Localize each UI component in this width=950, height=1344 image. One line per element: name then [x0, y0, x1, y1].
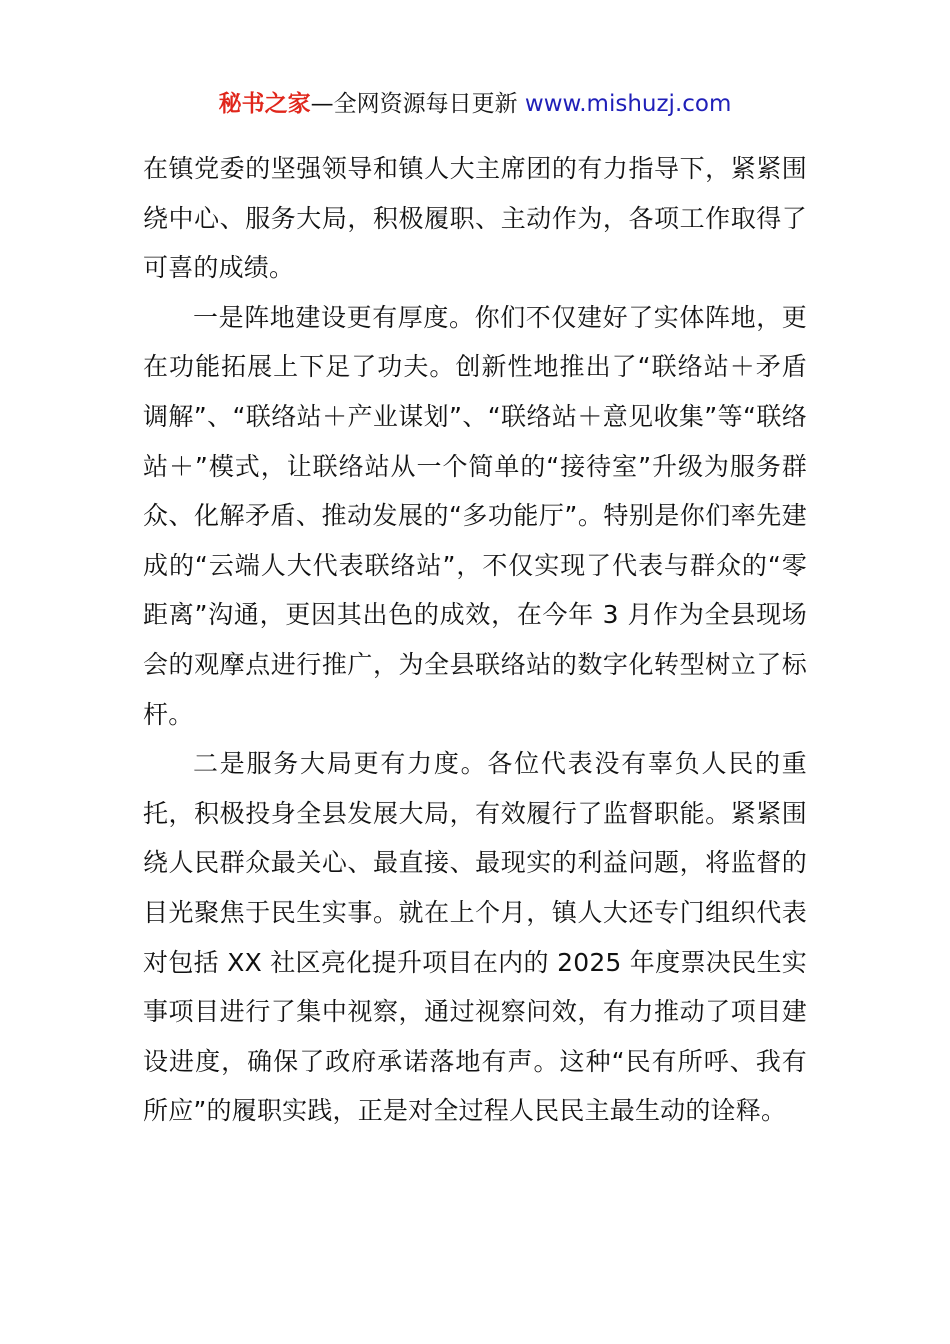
- header-url-link[interactable]: www.mishuzj.com: [524, 91, 732, 117]
- header-tagline: —全网资源每日更新: [310, 91, 525, 117]
- paragraph-position-building: 一是阵地建设更有厚度。你们不仅建好了实体阵地，更在功能拓展上下足了功夫。创新性地推出了“联络站＋矛盾调解”、“联络站＋产业谋划”、“联络站＋意见收集”等“联络站＋”模式，让联络站从一个简单的“接待室”升级为服务群众、化解矛盾、推动发展的“多功能厅”。特别是你们率先建成的“云端人大代表联络站”，不仅实现了代表与群众的“零距离”沟通，更因其出色的成效，在今年 3 月作为全县现场会的观摩点进行推广，为全县联络站的数字化转型树立了标杆。: [143, 302, 807, 729]
- page-header: [0, 86, 950, 122]
- document-body: [143, 144, 807, 1136]
- paragraph-serving-overall: 二是服务大局更有力度。各位代表没有辜负人民的重托，积极投身全县发展大局，有效履行了监督职能。紧紧围绕人民群众最关心、最直接、最现实的利益问题，将监督的目光聚焦于民生实事。就在上个月，镇人大还专门组织代表对包括 XX 社区亮化提升项目在内的 2025 年度票决民生实事项目进行了集中视察，通过视察问效，有力推动了项目建设进度，确保了政府承诺落地有声。这种“民有所呼、我有所应”的履职实践，正是对全过程人民民主最生动的诠释。: [143, 749, 807, 1126]
- header-brand: 秘书之家: [218, 91, 311, 117]
- paragraph-intro: 在镇党委的坚强领导和镇人大主席团的有力指导下，紧紧围绕中心、服务大局，积极履职、主动作为，各项工作取得了可喜的成绩。: [143, 154, 807, 283]
